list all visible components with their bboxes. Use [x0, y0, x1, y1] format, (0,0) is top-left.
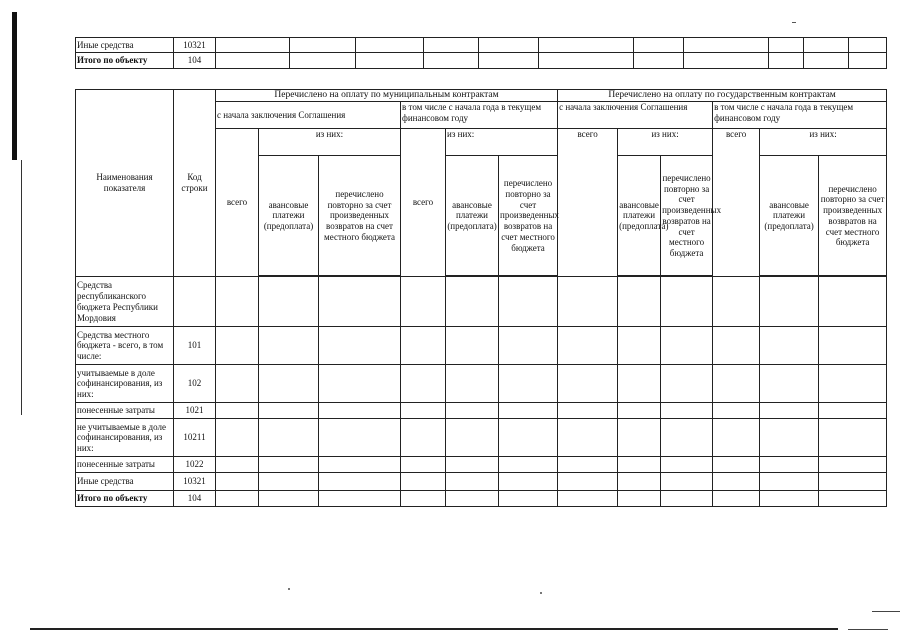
row-code: 104	[174, 491, 216, 507]
row-name: учитываемые в доле софинансирования, из них:	[76, 365, 174, 403]
header-municipal-group: Перечислено на оплату по муниципальным контрактам	[216, 90, 558, 102]
row-code: 10211	[174, 419, 216, 457]
row-code: 104	[174, 53, 216, 69]
row-code: 10321	[174, 473, 216, 491]
scan-artifact	[872, 611, 900, 612]
header-repaid: перечислено повторно за счет произведенных возвратов на счет местного бюджета	[819, 156, 887, 276]
scan-speck	[540, 592, 542, 594]
row-name: Иные средства	[76, 38, 174, 53]
top-fragment-table	[75, 37, 887, 69]
header-since-agreement: с начала заключения Соглашения	[216, 102, 401, 129]
row-name: Итого по объекту	[76, 491, 174, 507]
header-repaid: перечислено повторно за счет произведенных возвратов на счет местного бюджета	[499, 156, 558, 276]
table-row	[76, 403, 887, 419]
row-name: Средства республиканского бюджета Республики Мордовия	[76, 277, 174, 327]
table-row	[76, 53, 887, 69]
header-total: всего	[216, 129, 259, 277]
header-of-which: из них:	[259, 129, 401, 156]
header-total: всего	[558, 129, 618, 277]
header-since-year: в том числе с начала года в текущем финансовом году	[401, 102, 558, 129]
table-row	[76, 473, 887, 491]
scan-bottom-edge	[848, 629, 888, 630]
scan-margin-line	[21, 160, 22, 415]
row-code: 102	[174, 365, 216, 403]
row-name: понесенные затраты	[76, 457, 174, 473]
scan-margin-bar	[12, 12, 17, 160]
header-since-year-state: в том числе с начала года в текущем финансовом году	[713, 102, 887, 129]
row-name: Иные средства	[76, 473, 174, 491]
header-state-group: Перечислено на оплату по государственным контрактам	[558, 90, 887, 102]
header-advance: авансовые платежи (предоплата)	[760, 156, 819, 276]
table-row	[76, 419, 887, 457]
header-of-which: из них:	[760, 129, 887, 156]
header-of-which: из них:	[618, 129, 713, 156]
main-table	[75, 89, 887, 507]
header-name-col: Наименования показателя	[76, 90, 174, 277]
row-name: понесенные затраты	[76, 403, 174, 419]
table-row	[76, 327, 887, 365]
table-row	[76, 457, 887, 473]
row-name: Средства местного бюджета - всего, в том числе:	[76, 327, 174, 365]
header-of-which: из них:	[446, 129, 558, 156]
row-code: 10321	[174, 38, 216, 53]
header-total: всего	[713, 129, 760, 277]
table-row	[76, 365, 887, 403]
row-code: 1022	[174, 457, 216, 473]
header-repaid: перечислено повторно за счет произведенных возвратов на счет местного бюджета	[661, 156, 713, 276]
header-advance: авансовые платежи (предоплата)	[618, 156, 661, 276]
header-total: всего	[401, 129, 446, 277]
header-code-col: Код строки	[174, 90, 216, 277]
scan-artifact	[792, 22, 796, 23]
header-since-agreement-state: с начала заключения Соглашения	[558, 102, 713, 129]
scan-speck	[288, 588, 290, 590]
row-name: Итого по объекту	[76, 53, 174, 69]
row-code: 1021	[174, 403, 216, 419]
header-repaid: перечислено повторно за счет произведенных возвратов на счет местного бюджета	[319, 156, 401, 276]
scan-bottom-edge	[30, 628, 838, 630]
table-row	[76, 277, 887, 327]
header-row	[76, 90, 887, 102]
table-row	[76, 38, 887, 53]
header-advance: авансовые платежи (предоплата)	[259, 156, 319, 276]
row-code	[174, 277, 216, 327]
table-row	[76, 491, 887, 507]
row-name: не учитываемые в доле софинансирования, из них:	[76, 419, 174, 457]
row-code: 101	[174, 327, 216, 365]
header-advance: авансовые платежи (предоплата)	[446, 156, 499, 276]
